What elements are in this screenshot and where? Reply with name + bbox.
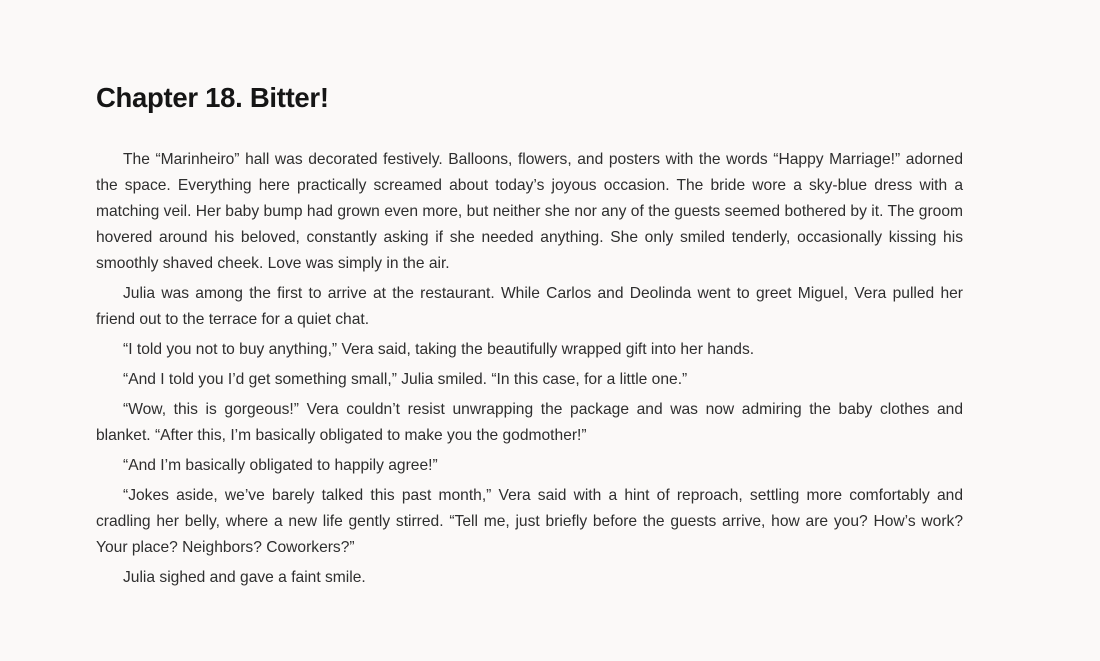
paragraph: “Jokes aside, we’ve barely talked this past month,” Vera said with a hint of reproach, settling more comfortably and cradling her belly, where a new life gently stirred. “Tell me, just briefly before the guests arrive, how are you? How’s work? Your place? Neighbors? Coworkers?”: [96, 487, 963, 556]
reader-page: [96, 80, 963, 595]
paragraph: The “Marinheiro” hall was decorated festively. Balloons, flowers, and posters with the words “Happy Marriage!” adorned the space. Everything here practically screamed about today’s joyous occasion. The bride wore a sky-blue dress with a matching veil. Her baby bump had grown even more, but neither she nor any of the guests seemed bothered by it. The groom hovered around his beloved, constantly asking if she needed anything. She only smiled tenderly, occasionally kissing his smoothly shaved cheek. Love was simply in the air.: [96, 151, 963, 272]
paragraph: “Wow, this is gorgeous!” Vera couldn’t resist unwrapping the package and was now admiring the baby clothes and blanket. “After this, I’m basically obligated to make you the godmother!”: [96, 401, 963, 444]
paragraph: “And I’m basically obligated to happily agree!”: [123, 457, 438, 474]
paragraph: Julia sighed and gave a faint smile.: [123, 569, 366, 586]
paragraph: Julia was among the first to arrive at the restaurant. While Carlos and Deolinda went to greet Miguel, Vera pulled her friend out to the terrace for a quiet chat.: [96, 285, 963, 328]
paragraph: “I told you not to buy anything,” Vera said, taking the beautifully wrapped gift into her hands.: [123, 341, 755, 358]
chapter-body: [96, 147, 963, 591]
chapter-title: Chapter 18. Bitter!: [96, 82, 329, 113]
paragraph: “And I told you I’d get something small,” Julia smiled. “In this case, for a little one.”: [123, 371, 688, 388]
